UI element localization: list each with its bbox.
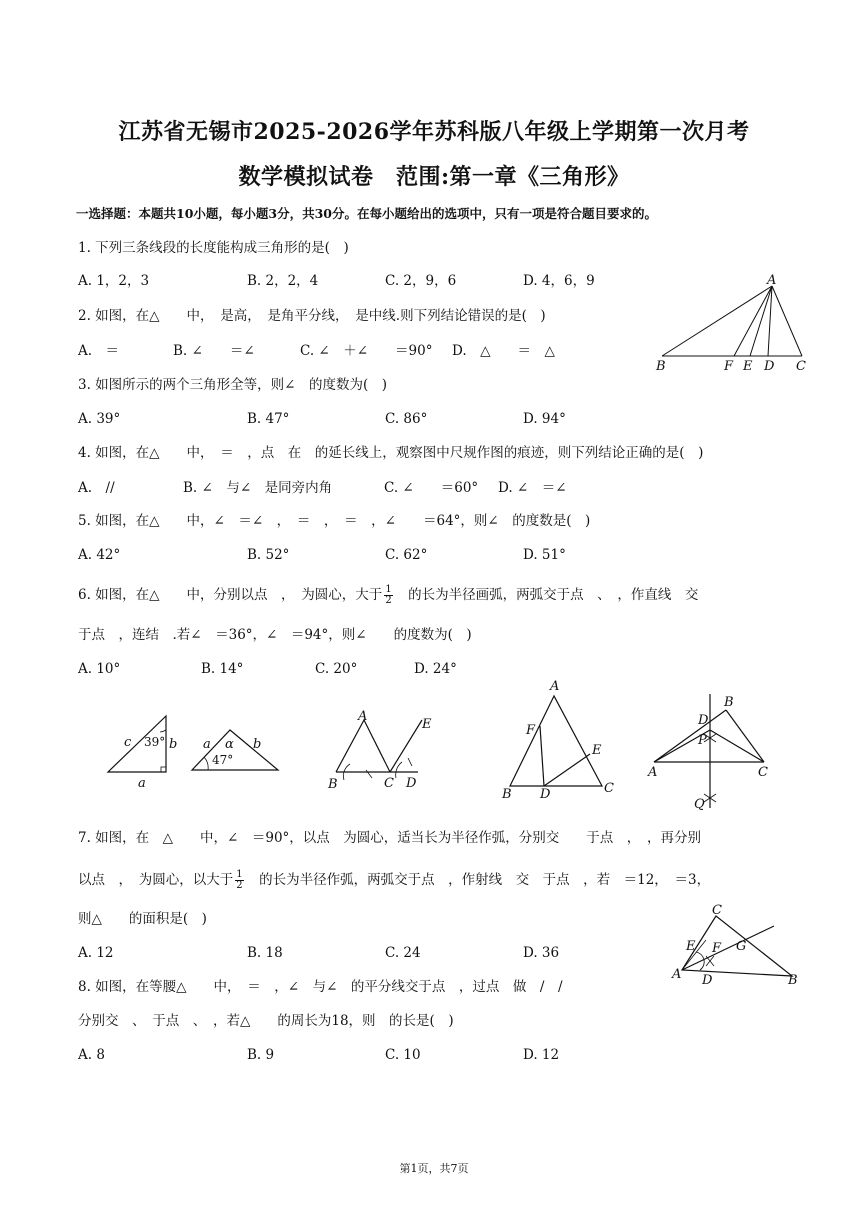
label-c: C — [796, 359, 806, 374]
q3-option-c: C. 86° — [385, 411, 428, 427]
label-f: F — [724, 359, 734, 374]
label-d: D — [698, 713, 709, 728]
figure-q6-perpendicular — [644, 690, 780, 814]
q5-option-a: A. 42° — [78, 547, 121, 563]
label-b: B — [656, 359, 666, 374]
label-a: a — [203, 737, 211, 752]
label-b: b — [169, 737, 178, 752]
q5-stem: 5. 如图，在△ 中，∠ ＝∠ ， ＝ ， ＝ ，∠ ＝64°，则∠ 的度数是( ) — [78, 513, 591, 529]
label-c: C — [758, 765, 768, 780]
q3-option-a: A. 39° — [78, 411, 121, 427]
q2-option-a: A. ＝ — [78, 343, 120, 359]
label-q: Q — [694, 797, 705, 812]
figure-q5-triangle — [496, 676, 620, 802]
label-f: F — [526, 723, 536, 738]
page-title: 江苏省无锡市2025-2026学年苏科版八年级上学期第一次月考 — [118, 119, 750, 145]
q2-option-c: C. ∠ ＋∠ ＝90° — [300, 343, 433, 359]
label-e: E — [592, 743, 602, 758]
q5-option-b: B. 52° — [247, 547, 290, 563]
q8-option-d: D. 12 — [523, 1047, 560, 1063]
label-c: C — [604, 781, 614, 796]
q8-option-a: A. 8 — [78, 1047, 105, 1063]
angle-39: 39° — [144, 735, 166, 749]
q2-option-d: D. △ ＝ △ — [452, 343, 555, 359]
q1-option-d: D. 4，6，9 — [523, 273, 595, 289]
figure-q3-triangles — [100, 708, 290, 793]
label-d: D — [540, 787, 551, 802]
figure-q7-triangle — [670, 904, 806, 988]
label-alpha: α — [225, 737, 234, 752]
label-a: A — [767, 274, 777, 288]
figure-q4-construction — [322, 708, 442, 796]
label-e: E — [743, 359, 753, 374]
label-a: a — [138, 776, 146, 791]
label-a: A — [550, 679, 560, 694]
q7-fraction-num: 1 — [236, 869, 243, 880]
label-p: P — [698, 733, 707, 748]
label-b: B — [788, 973, 798, 988]
q4-option-d: D. ∠ ＝∠ — [498, 480, 567, 496]
q4-option-a: A. // — [78, 480, 115, 496]
q8-option-c: C. 10 — [385, 1047, 421, 1063]
label-c: C — [712, 904, 722, 918]
label-f: F — [712, 941, 722, 956]
q4-option-c: C. ∠ ＝60° — [384, 480, 479, 496]
q7-option-b: B. 18 — [247, 945, 283, 961]
q4-stem: 4. 如图，在△ 中， ＝ ，点 在 的延长线上，观察图中尺规作图的痕迹，则下列结论正确的是( ) — [78, 445, 704, 461]
q6-stem-line1 — [78, 585, 698, 606]
q1-option-b: B. 2，2，4 — [247, 273, 319, 289]
q7-stem-pre: 以点 ， 为圆心，以大于 — [78, 872, 234, 888]
q7-option-d: D. 36 — [523, 945, 560, 961]
label-c: c — [124, 735, 132, 750]
q7-stem-line3: 则△ 的面积是( ) — [78, 911, 207, 927]
q2-stem: 2. 如图，在△ 中， 是高， 是角平分线， 是中线.则下列结论错误的是( ) — [78, 308, 546, 324]
q5-option-d: D. 51° — [523, 547, 566, 563]
q3-stem: 3. 如图所示的两个三角形全等，则∠ 的度数为( ) — [78, 377, 388, 393]
q8-stem-line1: 8. 如图，在等腰△ 中， ＝ ，∠ 与∠ 的平分线交于点 ，过点 做 / / — [78, 979, 563, 995]
q5-option-c: C. 62° — [385, 547, 428, 563]
label-b: b — [253, 737, 262, 752]
label-a: A — [358, 709, 368, 724]
label-b: B — [502, 787, 512, 802]
q8-option-b: B. 9 — [247, 1047, 275, 1063]
q3-option-b: B. 47° — [247, 411, 290, 427]
q6-stem-post: 的长为半径画弧，两弧交于点 、 ，作直线 交 — [394, 587, 699, 603]
q7-fraction-den: 2 — [236, 880, 243, 891]
label-b: B — [724, 695, 734, 710]
q7-option-a: A. 12 — [78, 945, 114, 961]
label-a: A — [672, 967, 682, 982]
q7-stem-line1: 7. 如图，在 △ 中，∠ ＝90°，以点 为圆心，适当长为半径作弧，分别交 于点 ， ，再分别 — [78, 830, 702, 846]
q1-option-a: A. 1，2，3 — [78, 273, 150, 289]
q6-fraction — [384, 585, 392, 606]
q6-option-b: B. 14° — [201, 661, 244, 677]
q7-stem-line2 — [78, 870, 710, 891]
q1-option-c: C. 2，9，6 — [385, 273, 457, 289]
label-e: E — [422, 717, 432, 732]
q1-stem: 1. 下列三条线段的长度能构成三角形的是( ) — [78, 240, 349, 256]
page-subtitle: 数学模拟试卷 范围:第一章《三角形》 — [238, 164, 630, 190]
label-d: D — [702, 973, 713, 988]
angle-47: 47° — [212, 753, 234, 767]
label-c: C — [384, 776, 394, 791]
q6-stem-line2: 于点 ，连结 .若∠ ＝36°，∠ ＝94°，则∠ 的度数为( ) — [78, 627, 472, 643]
q7-fraction — [235, 870, 243, 891]
q8-stem-line2: 分别交 、 于点 、 ，若△ 的周长为18，则 的长是( ) — [78, 1013, 454, 1029]
label-b: B — [328, 777, 338, 792]
q7-option-c: C. 24 — [385, 945, 421, 961]
q6-fraction-den: 2 — [385, 595, 392, 606]
label-e: E — [686, 939, 696, 954]
q6-option-a: A. 10° — [78, 661, 121, 677]
label-d: D — [764, 359, 775, 374]
q6-stem-pre: 6. 如图，在△ 中，分别以点 ， 为圆心，大于 — [78, 587, 383, 603]
q4-option-b: B. ∠ 与∠ 是同旁内角 — [183, 480, 333, 496]
q6-fraction-num: 1 — [385, 584, 392, 595]
q6-option-c: C. 20° — [315, 661, 358, 677]
q6-option-d: D. 24° — [414, 661, 457, 677]
label-g: G — [736, 939, 747, 954]
page-footer: 第1页，共7页 — [399, 1162, 469, 1175]
q2-option-b: B. ∠ ＝∠ — [173, 343, 255, 359]
q3-option-d: D. 94° — [523, 411, 566, 427]
label-a: A — [648, 765, 658, 780]
section-heading: 一选择题：本题共10小题，每小题3分，共30分。在每小题给出的选项中，只有一项是符合题目要求的。 — [76, 206, 657, 221]
figure-q2-triangle — [650, 274, 820, 376]
q7-stem-post: 的长为半径作弧，两弧交于点 ，作射线 交 于点 ，若 ＝12， ＝3， — [245, 872, 711, 888]
label-d: D — [406, 776, 417, 791]
